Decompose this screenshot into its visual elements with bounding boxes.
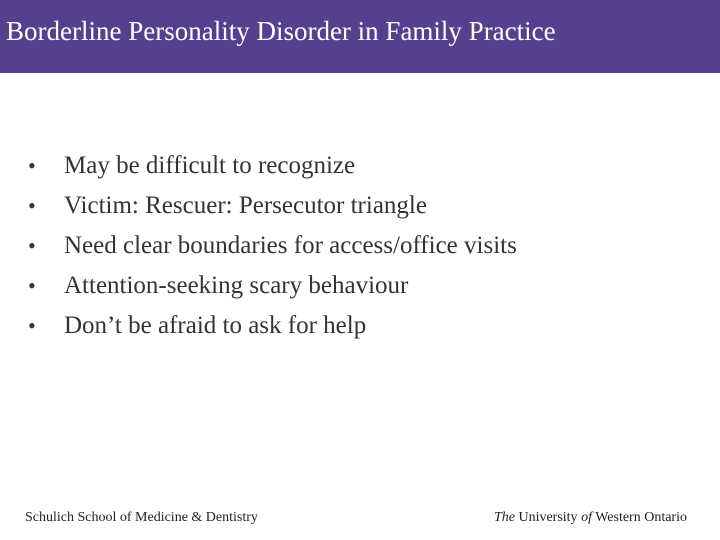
bullet-marker: • — [28, 153, 36, 178]
bullet-item — [28, 192, 517, 232]
bullet-item — [28, 152, 517, 192]
title-bar — [0, 0, 720, 73]
bullet-text: Attention-seeking scary behaviour — [64, 272, 409, 299]
bullet-list — [28, 152, 517, 352]
bullet-marker: • — [28, 233, 36, 258]
footer-of: of — [581, 510, 592, 525]
bullet-item — [28, 232, 517, 272]
bullet-text: Don’t be afraid to ask for help — [64, 312, 367, 339]
bullet-text: Victim: Rescuer: Persecutor triangle — [64, 192, 427, 219]
bullet-marker: • — [28, 273, 36, 298]
footer-university-name — [494, 510, 687, 526]
bullet-marker: • — [28, 193, 36, 218]
footer-school-name: Schulich School of Medicine & Dentistry — [25, 510, 258, 525]
slide-title: Borderline Personality Disorder in Family Practice — [6, 16, 556, 46]
footer-university: University — [514, 510, 582, 525]
bullet-item — [28, 312, 517, 352]
bullet-text: Need clear boundaries for access/office visits — [64, 232, 517, 259]
footer-the: The — [493, 510, 515, 525]
footer-place: Western Ontario — [591, 510, 687, 525]
bullet-item — [28, 272, 517, 312]
bullet-text: May be difficult to recognize — [64, 152, 356, 179]
bullet-marker: • — [28, 313, 36, 338]
